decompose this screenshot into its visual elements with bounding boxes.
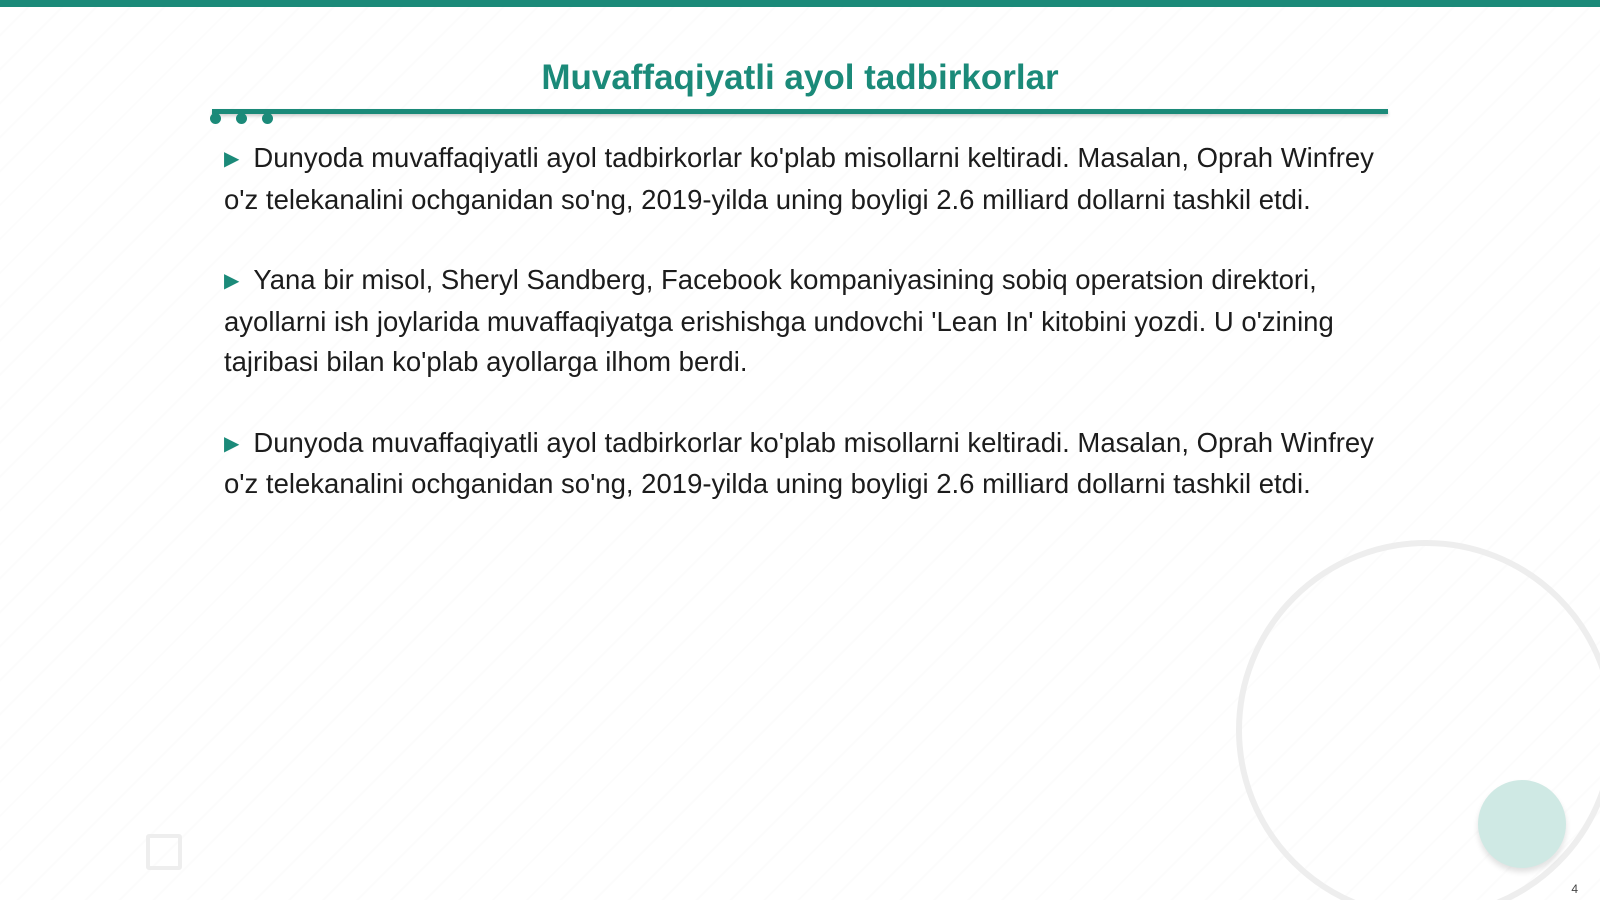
underline-dot [210,113,221,124]
top-accent-bar [0,0,1600,7]
underline-dot [236,113,247,124]
page-number: 4 [1571,882,1578,896]
bullet-text: Dunyoda muvaffaqiyatli ayol tadbirkorlar ko'plab misollarni keltiradi. Masalan, Oprah Winfrey o'z telekanalini ochganidan so'ng, 2019-yilda uning boyligi 2.6 milliard dollarni tashkil etdi. [224,426,1374,499]
bullet-item [224,260,1384,383]
bullet-item [224,423,1384,505]
bullet-text: Yana bir misol, Sheryl Sandberg, Facebook kompaniyasining sobiq operatsion direktori, ayollarni ish joylarida muvaffaqiyatga erishishga undovchi 'Lean In' kitobini yozdi. U o'zining tajribasi bilan ko'plab ayollarga ilhom berdi. [224,264,1334,377]
title-underline [212,109,1388,114]
decorative-square [146,834,182,870]
triangle-bullet-icon: ▶ [224,148,240,170]
triangle-bullet-icon: ▶ [224,432,240,455]
bullet-text: Dunyoda muvaffaqiyatli ayol tadbirkorlar ko'plab misollarni keltiradi. Masalan, Oprah Winfrey o'z telekanalini ochganidan so'ng, 2019-yilda uning boyligi 2.6 milliard dollarni tashkil etdi. [224,142,1374,215]
bullet-list [224,138,1384,545]
decorative-circle [1478,780,1566,868]
triangle-bullet-icon: ▶ [224,270,240,292]
bullet-item [224,138,1384,220]
slide-title: Muvaffaqiyatli ayol tadbirkorlar [541,58,1059,97]
underline-dot [262,113,273,124]
